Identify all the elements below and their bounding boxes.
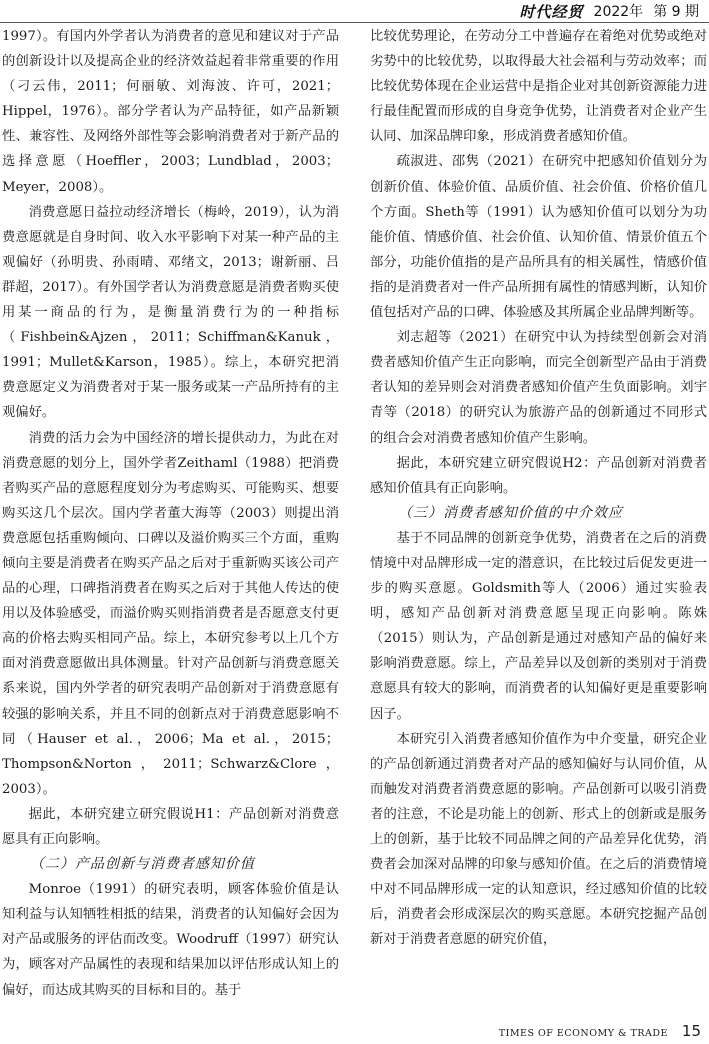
section-heading: （三）消费者感知价值的中介效应 <box>398 504 623 521</box>
issue-number: 第 9 期 <box>653 4 699 20</box>
right-column <box>370 24 707 952</box>
issue-year: 2022年 <box>593 4 644 20</box>
header-rule <box>0 22 709 23</box>
paragraph: 基于不同品牌的创新竞争优势，消费者在之后的消费情境中对品牌形成一定的潜意识，在比较过后促发更进一步的购买意愿。Goldsmith等人（2006）通过实验表明，感知产品创新对消费意愿呈现正向影响。陈姝（2015）则认为，产品创新是通过对感知产品的偏好来影响消费意愿。综上，产品差异以及创新的类别对于消费意愿具有较大的影响，而消费者的认知偏好更是重要影响因子。 <box>370 530 707 722</box>
paragraph: 消费的活力会为中国经济的增长提供动力，为此在对消费意愿的划分上，国外学者Zeithaml（1988）把消费者购买产品的意愿程度划分为考虑购买、可能购买、想要购买这几个层次。国内学者董大海等（2003）则提出消费意愿包括重购倾向、口碑以及溢价购买三个方面，重购倾向主要是消费者在购买产品之后对于重新购买该公司产品的心理，口碑指消费者在购买之后对于其他人传达的使用以及体验感受，而溢价购买则指消费者是否愿意支付更高的价格去购买相同产品。综上，本研究参考以上几个方面对消费意愿做出具体测量。针对产品创新与消费意愿关系来说，国内外学者的研究表明产品创新对于消费意愿有较强的影响关系，并且不同的创新点对于消费意愿影响不同（Hauser et al.，2006；Ma et al.，2015；Thompson&Norton，2011；Schwarz&Clore，2003）。 <box>2 430 339 797</box>
paragraph: 比较优势理论，在劳动分工中普遍存在着绝对优势或绝对劣势中的比较优势，以取得最大社会福利与劳动效率；而比较优势体现在企业运营中是指企业对其创新资源能力进行最佳配置而形成的自身竞争优势，让消费者对企业产生认同、加深品牌印象，形成消费者感知价值。 <box>370 29 707 145</box>
paragraph: 据此，本研究建立研究假说H2：产品创新对消费者感知价值具有正向影响。 <box>370 455 707 496</box>
paragraph: 消费意愿日益拉动经济增长（梅岭，2019），认为消费意愿就是自身时间、收入水平影响下对某一种产品的主观偏好（孙明贵、孙雨晴、邓绪文，2013；谢新丽、吕群超，2017）。有外国学者认为消费意愿是消费者购买使用某一商品的行为，是衡量消费行为的一种指标（Fishbein&Ajzen，2011；Schiffman&Kanuk，1991；Mullet&Karson，1985）。综上，本研究把消费意愿定义为消费者对于某一服务或某一产品所持有的主观偏好。 <box>2 204 339 421</box>
paragraph: 疏淑进、邵隽（2021）在研究中把感知价值划分为创新价值、体验价值、品质价值、社会价值、价格价值几个方面。Sheth等（1991）认为感知价值可以划分为功能价值、情感价值、社会价值、认知价值、情景价值五个部分，功能价值指的是产品所具有的相关属性，情感价值指的是消费者对一件产品所拥有属性的情感判断，认知价值包括对产品的口碑、体验感及其所属企业品牌判断等。 <box>370 154 707 321</box>
paragraph: 据此，本研究建立研究假说H1：产品创新对消费意愿具有正向影响。 <box>2 806 339 847</box>
page-footer <box>499 1022 701 1040</box>
paragraph: 本研究引入消费者感知价值作为中介变量，研究企业的产品创新通过消费者对产品的感知偏好与认同价值，从而触发对消费者消费意愿的影响。产品创新可以吸引消费者的注意，不论是功能上的创新、形式上的创新或是服务上的创新，基于比较不同品牌之间的产品差异化优势，消费者会加深对品牌的印象与感知价值。在之后的消费情境中对不同品牌形成一定的认知意识，经过感知价值的比较后，消费者会形成深层次的购买意愿。本研究挖掘产品创新对于消费者意愿的研究价值， <box>370 731 707 948</box>
page-number: 15 <box>681 1022 701 1040</box>
magazine-name: 时代经贸 <box>519 2 584 21</box>
journal-name: TIMES OF ECONOMY & TRADE <box>498 1028 668 1039</box>
section-heading: （二）产品创新与消费者感知价值 <box>30 856 255 873</box>
paragraph: 刘志超等（2021）在研究中认为持续型创新会对消费者感知价值产生正向影响，而完全创新型产品由于消费者认知的差异则会对消费者感知价值产生负面影响。刘宇青等（2018）的研究认为旅游产品的创新通过不同形式的组合会对消费者感知价值产生影响。 <box>370 330 707 446</box>
page-header <box>520 0 699 22</box>
paragraph: Monroe（1991）的研究表明，顾客体验价值是认知利益与认知牺牲相抵的结果，消费者的认知偏好会因为对产品或服务的评估而改变。Woodruff（1997）研究认为，顾客对产品属性的表现和结果加以评估形成认知上的偏好，而达成其购买的目标和目的。基于 <box>2 882 339 998</box>
left-column <box>2 24 339 1003</box>
paragraph: 1997）。有国内外学者认为消费者的意见和建议对于产品的创新设计以及提高企业的经济效益起着非常重要的作用（刁云伟，2011；何丽敏、刘海波、许可，2021；Hippel，1976）。部分学者认为产品特征，如产品新颖性、兼容性、及网络外部性等会影响消费者对于新产品的选择意愿（Hoeffler，2003；Lundblad，2003；Meyer，2008）。 <box>2 29 339 195</box>
